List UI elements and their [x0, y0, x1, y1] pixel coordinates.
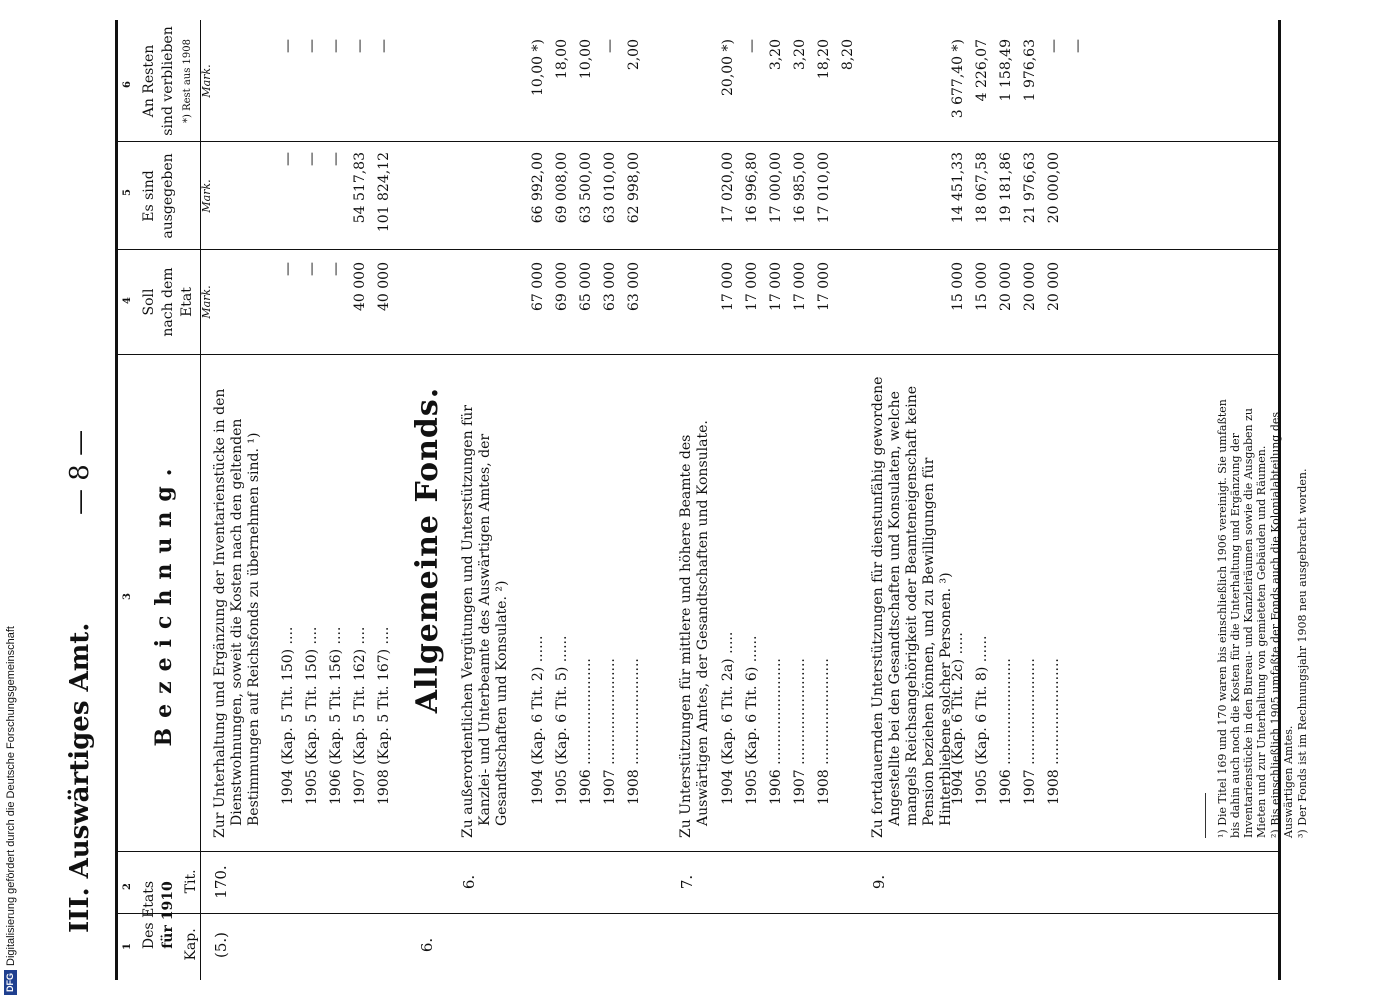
colnum-1: 1	[122, 943, 133, 950]
header-bezeichnung: Bezeichnung.	[151, 458, 177, 747]
header-tit: Tit.	[183, 869, 199, 894]
description-tit-7: Zu Unterstützungen für mittlere und höhere Beamte des Auswärtigen Amtes, der Gesandtschaften und Konsulate.	[678, 420, 711, 838]
colnum-5: 5	[122, 189, 133, 196]
col-divider-5	[118, 141, 1278, 142]
col-divider-2	[118, 851, 1278, 852]
description-tit-6: Zu außerordentlichen Vergütungen und Unterstützungen für Kanzlei- und Unterbeamte des Auswärtigen Amtes, der Gesandtschaften und Konsulate. ²)	[460, 405, 510, 838]
header-reste: An Resten sind verblieben *) Rest aus 1908 Mark.	[141, 26, 213, 136]
col-divider-4	[118, 249, 1278, 250]
header-etat-line2: für 1910	[160, 881, 176, 949]
section-title: III. Auswärtiges Amt.	[65, 622, 95, 933]
footnote-2: ²) Bis einschließlich 1905 umfaßte der Fonds auch die Kolonialabteilung des Auswärtigen Amtes.	[1269, 411, 1295, 838]
col-divider-3	[118, 354, 1278, 355]
tit-9: 9.	[870, 874, 888, 890]
header-soll: Soll nach dem Etat Mark.	[141, 267, 213, 337]
colnum-3: 3	[122, 593, 133, 600]
rest-carry-b: 8,20	[840, 39, 856, 71]
budget-sheet: III. Auswärtiges Amt. — 8 — 1 2 3 4 5 6 Des Etats für 1910 Kap. Tit. Bezeichnung. Soll nach dem Etat Mark. Es sind ausgegeben Mark. An Resten sind verblieben *) Rest aus 1908 Mark. (5.) 170. Zur Unterhaltung und Ergänzung der Inventarienstücke in den Dienstwohnungen, soweit die Kosten nach den geltenden Bestimmungen auf Reichsfonds zu übernehmen sind. ¹) 1904 (Kap. 5 Tit. 150) .... — — — 1905 (Kap. 5 Tit. 150) .... — — — 1906 (Kap. 5 Tit. 156) .... — — — 1907 (Kap. 5 Tit. 162) .... 40 000 54 517,83 — 1908 (Kap. 5 Tit. 167) .... 40 000 101 824,12 — Allgemeine Fonds. 6. 6. Zu außerordentlichen Vergütungen und Unterstützungen für Kanzlei- und Unterbeamte des Auswärtigen Amtes, der Gesandtschaften und Konsulate. ²) 1904 (Kap. 6 Tit. 2) ...... 67 000 66 992,00 10,00 *) 1905 (Kap. 6 Tit. 5) ...... 69 000 69 008,00 18,00 1906 ........................ 65 000 63 500,00 10,00 1907 ........................ 63 000 63 010,00 — 1908 ........................ 63 000 62 998,00 2,00 7. Zu Unterstützungen für mittlere und höhere Beamte des Auswärtigen Amtes, der Gesandtschaften und Konsulate. 1904 (Kap. 6 Tit. 2a) ..... 17 000 17 020,00 20,00 *) 1905 (Kap. 6 Tit. 6) ...... 17 000 16 996,80 — 1906 ........................ 17 000 17 000,00 3,20 1907 ........................ 17 000 16 985,00 3,20 1908 ........................ 17 000 17 010,00 18,20 8,20 9. Zu fortdauernden Unterstützungen für dienstunfähig gewordene Angestellte bei den Gesandtschaften und Konsulaten, welche mangels Reichsangehörigkeit oder Beamteneigenschaft keine Pension beziehen können, und zu Bewilligungen für Hinterbliebene solcher Personen. ³) 1904 (Kap. 6 Tit. 2c) ..... 15 000 14 451,33 3 677,40 *) 1905 (Kap. 6 Tit. 8) ...... 15 000 18 067,58 4 226,07 1906 ........................ 20 000 19 181,86 1 158,49 1907 ........................ 20 000 21 976,63 1 976,63 1908 ........................ 20 000 20 000,00 — — ¹) Die Titel 169 und 170 waren bis einschließlich 1906 vereinigt. Sie umfaßten bis dahin auch noch die Kosten für die Unterhaltung und Ergänzung der Inventarienstücke in den Bureau- und Kanzleiräumen sowie die Ausgaben zu Mieten und zur Unterhaltung von gemieteten Gebäuden und Räumen. ²) Bis einschließlich 1905 umfaßte der Fonds auch die Kolonialabteilung des Auswärtigen Amtes. ³) Der Fonds ist im Rechnungsjahr 1908 neu ausgebracht worden.	[0, 0, 1383, 1000]
page-header	[65, 35, 105, 945]
footnote-3: ³) Der Fonds ist im Rechnungsjahr 1908 neu ausgebracht worden.	[1296, 468, 1309, 838]
tit-6: 6.	[460, 874, 478, 890]
header-etat-line1: Des Etats	[141, 880, 157, 950]
dfg-logo: DFG	[4, 970, 17, 995]
fonds-title: Allgemeine Fonds.	[410, 386, 445, 714]
kap-6: 6.	[418, 937, 436, 953]
description-tit-9: Zu fortdauernden Unterstützungen für dienstunfähig gewordene Angestellte bei den Gesandtschaften und Konsulaten, welche mangels Reichsangehörigkeit oder Beamteneigenschaft keine Pension beziehen können, und zu Bewilligungen für Hinterbliebene solcher Personen. ³)	[870, 376, 954, 838]
footnote-rule	[1205, 793, 1206, 838]
colnum-6: 6	[122, 81, 133, 88]
header-kap: Kap.	[183, 928, 199, 961]
description-170: Zur Unterhaltung und Ergänzung der Inventarienstücke in den Dienstwohnungen, soweit die Kosten nach den geltenden Bestimmungen auf Reichsfonds zu übernehmen sind. ¹)	[212, 388, 262, 838]
top-rule	[115, 20, 118, 980]
colnum-4: 4	[122, 297, 133, 304]
tit-7: 7.	[678, 874, 696, 890]
page-number: — 8 —	[65, 429, 95, 515]
header-etat	[140, 852, 201, 978]
footnote-1: ¹) Die Titel 169 und 170 waren bis einschließlich 1906 vereinigt. Sie umfaßten bis dahin auch noch die Kosten für die Unterhaltung und Ergänzung der Inventarienstücke in den Bureau- und Kanzleiräumen sowie die Ausgaben zu Mieten und zur Unterhaltung von gemieteten Gebäuden und Räumen.	[1216, 399, 1268, 838]
kap-5: (5.)	[212, 932, 230, 959]
tit-170: 170.	[212, 865, 230, 899]
credit-text: Digitalisierung gefördert durch die Deutsche Forschungsgemeinschaft	[4, 626, 17, 966]
col-divider-1	[118, 913, 1278, 914]
footnotes	[1216, 398, 1310, 838]
rest-carry-c: —	[1070, 39, 1086, 53]
header-ausgegeben: Es sind ausgegeben Mark.	[141, 153, 213, 239]
colnum-2: 2	[122, 883, 133, 890]
